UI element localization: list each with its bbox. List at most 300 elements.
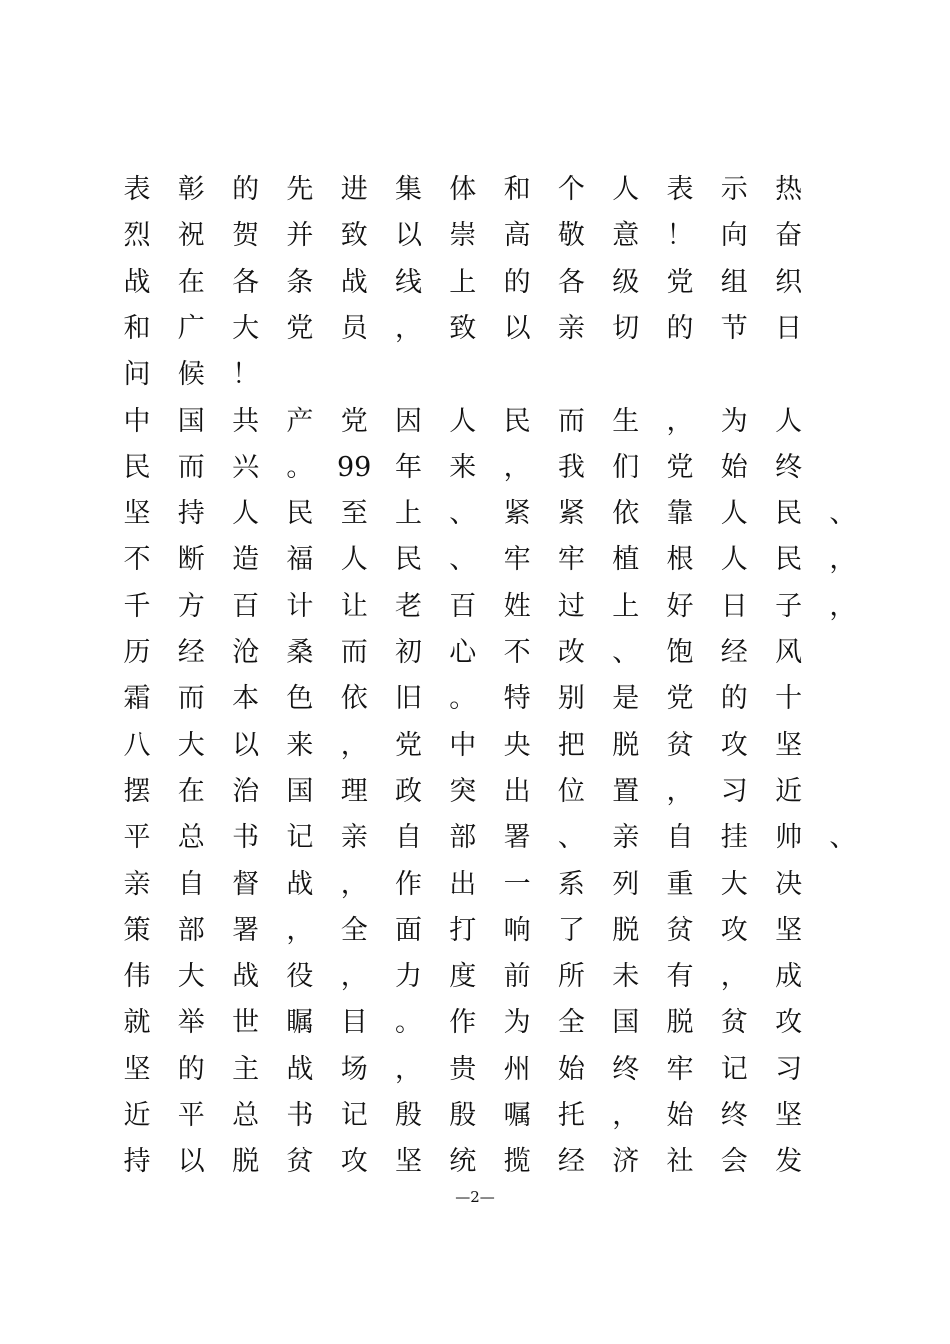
text-char: 人 [340,544,368,576]
text-char: 大 [177,961,205,993]
text-char: ， [829,590,857,622]
text-char: ， [395,1053,422,1085]
text-char: 党 [395,729,422,761]
text-char: 重 [666,868,694,900]
text-char: 、 [449,544,477,576]
text-char: 以 [395,220,422,252]
text-char: 我 [557,451,585,483]
text-char: 亲 [123,868,151,900]
text-char: 千 [123,590,151,622]
text-char: 在 [177,266,205,298]
text-line [0,540,950,580]
text-char: 统 [449,1146,477,1178]
text-char: 集 [395,174,422,205]
text-line [0,263,950,303]
text-char: 民 [503,405,531,437]
text-char: 坚 [395,1146,422,1178]
text-char: 党 [286,312,314,344]
text-char: 历 [123,637,151,668]
text-char: 作 [449,1007,477,1039]
text-char: 脱 [612,914,640,946]
text-char: 会 [720,1146,748,1178]
text-char: 各 [232,266,260,298]
text-char: 有 [666,961,694,993]
text-char: 济 [612,1146,640,1178]
text-char: 打 [449,914,477,946]
text-char: 响 [503,914,531,946]
text-line [0,772,950,812]
text-char: 力 [395,961,422,993]
text-char: 条 [286,266,314,298]
text-char: 贫 [666,729,694,761]
text-char: 始 [666,1100,694,1131]
text-char: 贫 [666,914,694,946]
text-char: 面 [395,914,422,946]
text-char: 而 [177,683,205,715]
text-char: 民 [395,544,422,576]
text-char: 署 [232,914,260,946]
text-char: ， [503,451,531,483]
text-line [0,865,950,905]
text-char: ， [340,868,368,900]
text-char: 先 [286,174,314,205]
text-char: 署 [503,822,531,854]
text-char: 不 [123,544,151,576]
text-char: 战 [286,868,314,900]
text-char: 牢 [503,544,531,576]
text-char: 党 [666,683,694,715]
text-char: 致 [449,312,477,344]
text-char: 和 [123,312,151,344]
text-char: ， [720,961,748,993]
text-char: 让 [340,590,368,622]
text-char: 改 [557,637,585,668]
text-char: 和 [503,174,531,205]
text-char: 是 [612,683,640,715]
text-char: 、 [557,822,585,854]
text-char: 表 [666,174,694,205]
text-line [0,587,950,627]
text-char: 人 [720,544,748,576]
text-char: 出 [449,868,477,900]
text-char: 书 [232,822,260,854]
text-char: 日 [775,312,803,344]
text-char: 在 [177,775,205,807]
text-char: 党 [340,405,368,437]
text-char: 表 [123,174,151,205]
text-char: 坚 [123,1053,151,1085]
text-line [0,355,950,395]
text-line [0,633,950,673]
text-char: 始 [720,451,748,483]
text-char: 国 [612,1007,640,1039]
text-line [0,309,950,349]
text-char: 人 [449,405,477,437]
text-char: 治 [232,775,260,807]
text-char: 兴 [232,451,260,483]
text-char: 部 [177,914,205,946]
text-char: 亲 [340,822,368,854]
text-char: ， [395,312,422,344]
text-char: 因 [395,405,422,437]
text-char: 记 [286,822,314,854]
text-char: 沧 [232,637,260,668]
text-char: 特 [503,683,531,715]
text-char: 嘱 [503,1100,531,1131]
text-char: 至 [340,498,368,530]
text-char: 来 [449,451,477,483]
text-char: 伟 [123,961,151,993]
text-char: 子 [775,590,803,622]
text-char: 、 [829,498,857,530]
text-char: 祝 [177,220,205,252]
text-char: 书 [286,1100,314,1131]
text-char: 色 [286,683,314,715]
text-char: 终 [775,451,803,483]
text-line [0,216,950,256]
text-char: 脱 [666,1007,694,1039]
text-char: 亲 [557,312,585,344]
text-char: 八 [123,729,151,761]
text-char: 紧 [557,498,585,530]
text-char: 全 [340,914,368,946]
text-char: 候 [177,359,205,391]
text-char: 攻 [340,1146,368,1178]
text-char: 们 [612,451,640,483]
text-char: 致 [340,220,368,252]
text-char: 置 [612,775,640,807]
text-char: 出 [503,775,531,807]
text-char: 理 [340,775,368,807]
text-char: 大 [232,312,260,344]
text-char: 上 [395,498,422,530]
text-char: 牢 [557,544,585,576]
text-char: 终 [720,1100,748,1131]
text-char: 攻 [720,729,748,761]
text-char: 上 [612,590,640,622]
text-char: 始 [557,1053,585,1085]
text-char: 所 [557,961,585,993]
text-char: 部 [449,822,477,854]
text-char: 。 [286,451,314,483]
text-char: 人 [720,498,748,530]
text-char: 督 [232,868,260,900]
text-line [0,448,950,488]
text-char: 不 [503,637,531,668]
text-char: 人 [775,405,803,437]
text-char: 的 [720,683,748,715]
text-char: 以 [503,312,531,344]
text-char: 坚 [775,729,803,761]
text-char: 依 [612,498,640,530]
text-char: 的 [666,312,694,344]
text-char: 贫 [720,1007,748,1039]
text-char: 揽 [503,1146,531,1178]
text-char: 国 [286,775,314,807]
text-line [0,911,950,951]
text-char: 攻 [720,914,748,946]
text-char: 年 [395,451,422,483]
text-char: 脱 [612,729,640,761]
text-char: ， [340,729,368,761]
text-char: 前 [503,961,531,993]
text-char: 总 [177,822,205,854]
text-char: 福 [286,544,314,576]
text-char: ， [829,544,857,576]
text-line [0,1050,950,1090]
text-char: 的 [503,266,531,298]
text-line [0,402,950,442]
text-line [0,1142,950,1182]
page-number: —2— [455,1188,495,1206]
text-char: 风 [775,637,803,668]
text-char: 为 [720,405,748,437]
text-char: 、 [449,498,477,530]
text-char: 中 [123,405,151,437]
text-char: 攻 [775,1007,803,1039]
text-char: 社 [666,1146,694,1178]
text-char: 而 [177,451,205,483]
text-char: 战 [123,266,151,298]
text-char: 饱 [666,637,694,668]
text-char: ！ [666,220,694,252]
text-char: 组 [720,266,748,298]
text-char: 。 [449,683,477,715]
text-char: 近 [775,775,803,807]
text-char: 员 [340,312,368,344]
text-char: 大 [177,729,205,761]
text-char: 切 [612,312,640,344]
text-char: 坚 [123,498,151,530]
text-char: 摆 [123,775,151,807]
text-char: 列 [612,868,640,900]
text-char: 主 [232,1053,260,1085]
text-char: 总 [232,1100,260,1131]
text-char: 根 [666,544,694,576]
text-char: 造 [232,544,260,576]
text-char: 。 [395,1007,422,1039]
text-char: 一 [503,868,531,900]
text-char: 级 [612,266,640,298]
text-char: 近 [123,1100,151,1131]
text-char: 政 [395,775,422,807]
text-char: 贺 [232,220,260,252]
text-char: 党 [666,266,694,298]
text-char: 日 [720,590,748,622]
text-char: 并 [286,220,314,252]
text-char: 敬 [557,220,585,252]
text-char: 习 [775,1053,803,1085]
text-char: 突 [449,775,477,807]
text-char: ， [612,1100,640,1131]
text-char: 老 [395,590,422,622]
text-char: 百 [449,590,477,622]
text-char: 广 [177,312,205,344]
text-char: 党 [666,451,694,483]
text-char: 经 [557,1146,585,1178]
text-char: 进 [340,174,368,205]
text-char: 霜 [123,683,151,715]
text-char: 节 [720,312,748,344]
text-char: 别 [557,683,585,715]
text-char: 生 [612,405,640,437]
text-char: 民 [286,498,314,530]
text-char: 经 [177,637,205,668]
text-char: 记 [340,1100,368,1131]
text-char: 奋 [775,220,803,252]
text-char: 热 [775,174,803,205]
text-char: 国 [177,405,205,437]
text-char: 过 [557,590,585,622]
text-char: 人 [612,174,640,205]
text-char: 十 [775,683,803,715]
text-char: 民 [775,544,803,576]
text-char: 策 [123,914,151,946]
text-char: 托 [557,1100,585,1131]
text-char: 初 [395,637,422,668]
text-char: 世 [232,1007,260,1039]
text-char: 举 [177,1007,205,1039]
text-char: 的 [177,1053,205,1085]
text-char: 发 [775,1146,803,1178]
text-char: ， [286,914,314,946]
text-char: ， [666,405,694,437]
text-char: 而 [557,405,585,437]
text-char: 自 [177,868,205,900]
text-char: 人 [232,498,260,530]
text-char: 经 [720,637,748,668]
text-char: 上 [449,266,477,298]
text-char: 示 [720,174,748,205]
text-char: 亲 [612,822,640,854]
text-char: 作 [395,868,422,900]
text-char: 而 [340,637,368,668]
text-char: 民 [775,498,803,530]
text-char: 度 [449,961,477,993]
text-char: 彰 [177,174,205,205]
text-char: 本 [232,683,260,715]
text-char: 紧 [503,498,531,530]
text-char: 线 [395,266,422,298]
text-char: 产 [286,405,314,437]
text-char: 牢 [666,1053,694,1085]
text-char: 来 [286,729,314,761]
text-char: 织 [775,266,803,298]
text-char: 决 [775,868,803,900]
text-char: 、 [612,637,640,668]
text-char: 体 [449,174,477,205]
text-char: ！ [232,359,260,391]
text-char: 向 [720,220,748,252]
text-char: 姓 [503,590,531,622]
text-char: 以 [232,729,260,761]
text-char: 目 [340,1007,368,1039]
text-char: 场 [340,1053,368,1085]
text-char: 习 [720,775,748,807]
text-char: 靠 [666,498,694,530]
text-char: 央 [503,729,531,761]
text-char: 的 [232,174,260,205]
text-char: 桑 [286,637,314,668]
text-char: 瞩 [286,1007,314,1039]
text-char: 平 [177,1100,205,1131]
text-char: 坚 [775,914,803,946]
text-char: 自 [395,822,422,854]
text-char: 依 [340,683,368,715]
text-char: 各 [557,266,585,298]
text-line [0,1096,950,1136]
text-char: 挂 [720,822,748,854]
text-char: 战 [232,961,260,993]
text-line [0,957,950,997]
text-char: 烈 [123,220,151,252]
text-char: 民 [123,451,151,483]
text-char: 持 [123,1146,151,1178]
text-char: 贫 [286,1146,314,1178]
text-char: 记 [720,1053,748,1085]
text-char: 计 [286,590,314,622]
text-char: 自 [666,822,694,854]
text-char: 植 [612,544,640,576]
text-char: 旧 [395,683,422,715]
text-char: 帅 [775,822,803,854]
text-char: 持 [177,498,205,530]
text-char: 役 [286,961,314,993]
text-line [0,494,950,534]
text-line [0,1003,950,1043]
text-char: 战 [340,266,368,298]
text-char: 以 [177,1146,205,1178]
text-char: 问 [123,359,151,391]
text-char: 把 [557,729,585,761]
text-char: 平 [123,822,151,854]
text-char: 个 [557,174,585,205]
text-char: ， [340,961,368,993]
text-char: 就 [123,1007,151,1039]
text-char: 脱 [232,1146,260,1178]
text-char: 终 [612,1053,640,1085]
text-char: 全 [557,1007,585,1039]
text-char: 为 [503,1007,531,1039]
text-char: 共 [232,405,260,437]
text-char: 殷 [449,1100,477,1131]
text-line [0,170,950,210]
text-char: 心 [449,637,477,668]
text-char: 好 [666,590,694,622]
text-char: 中 [449,729,477,761]
text-line [0,679,950,719]
text-char: 意 [612,220,640,252]
text-line [0,818,950,858]
text-char: 崇 [449,220,477,252]
text-char: 战 [286,1053,314,1085]
text-char: 位 [557,775,585,807]
text-char: 殷 [395,1100,422,1131]
text-char: ， [666,775,694,807]
text-char: 贵 [449,1053,477,1085]
text-char: 、 [829,822,857,854]
text-char: 高 [503,220,531,252]
text-char: 断 [177,544,205,576]
text-char: 坚 [775,1100,803,1131]
text-char: 大 [720,868,748,900]
text-char: 未 [612,961,640,993]
text-char: 成 [775,961,803,993]
text-char: 方 [177,590,205,622]
text-char: 99 [337,451,372,483]
text-char: 了 [557,914,585,946]
text-line [0,726,950,766]
